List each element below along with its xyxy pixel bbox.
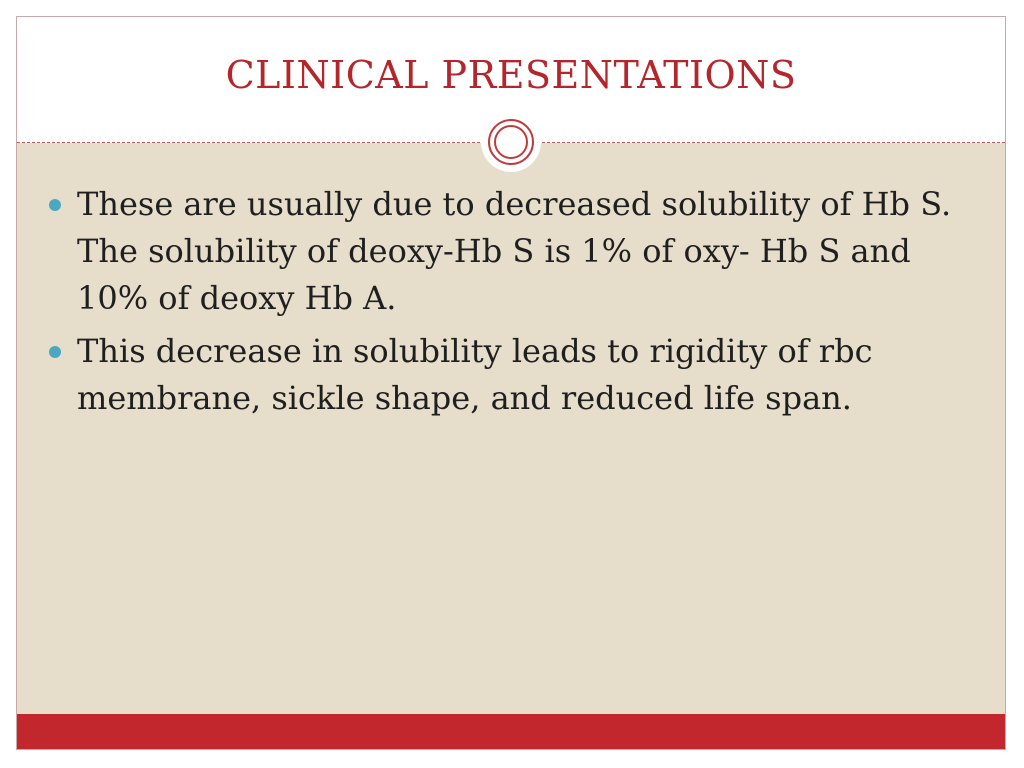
bullet-text: These are usually due to decreased solubility of Hb S. The solubility of deoxy-Hb S is 1% of oxy- Hb S and 10% of deoxy Hb A. [77,185,952,317]
bullet-item [47,181,977,322]
circle-bullet-icon [49,199,61,211]
double-ring-icon [481,112,541,172]
bullet-list [47,181,977,422]
circle-bullet-icon [49,346,61,358]
ornament-inner-ring [494,125,528,159]
ornament-outer-ring [488,119,534,165]
bullet-item [47,328,977,422]
slide [16,16,1006,750]
slide-content [47,181,977,428]
bullet-text: This decrease in solubility leads to rigidity of rbc membrane, sickle shape, and reduced life span. [77,332,873,417]
slide-title: CLINICAL PRESENTATIONS [225,53,797,97]
footer-accent-bar [17,714,1005,749]
